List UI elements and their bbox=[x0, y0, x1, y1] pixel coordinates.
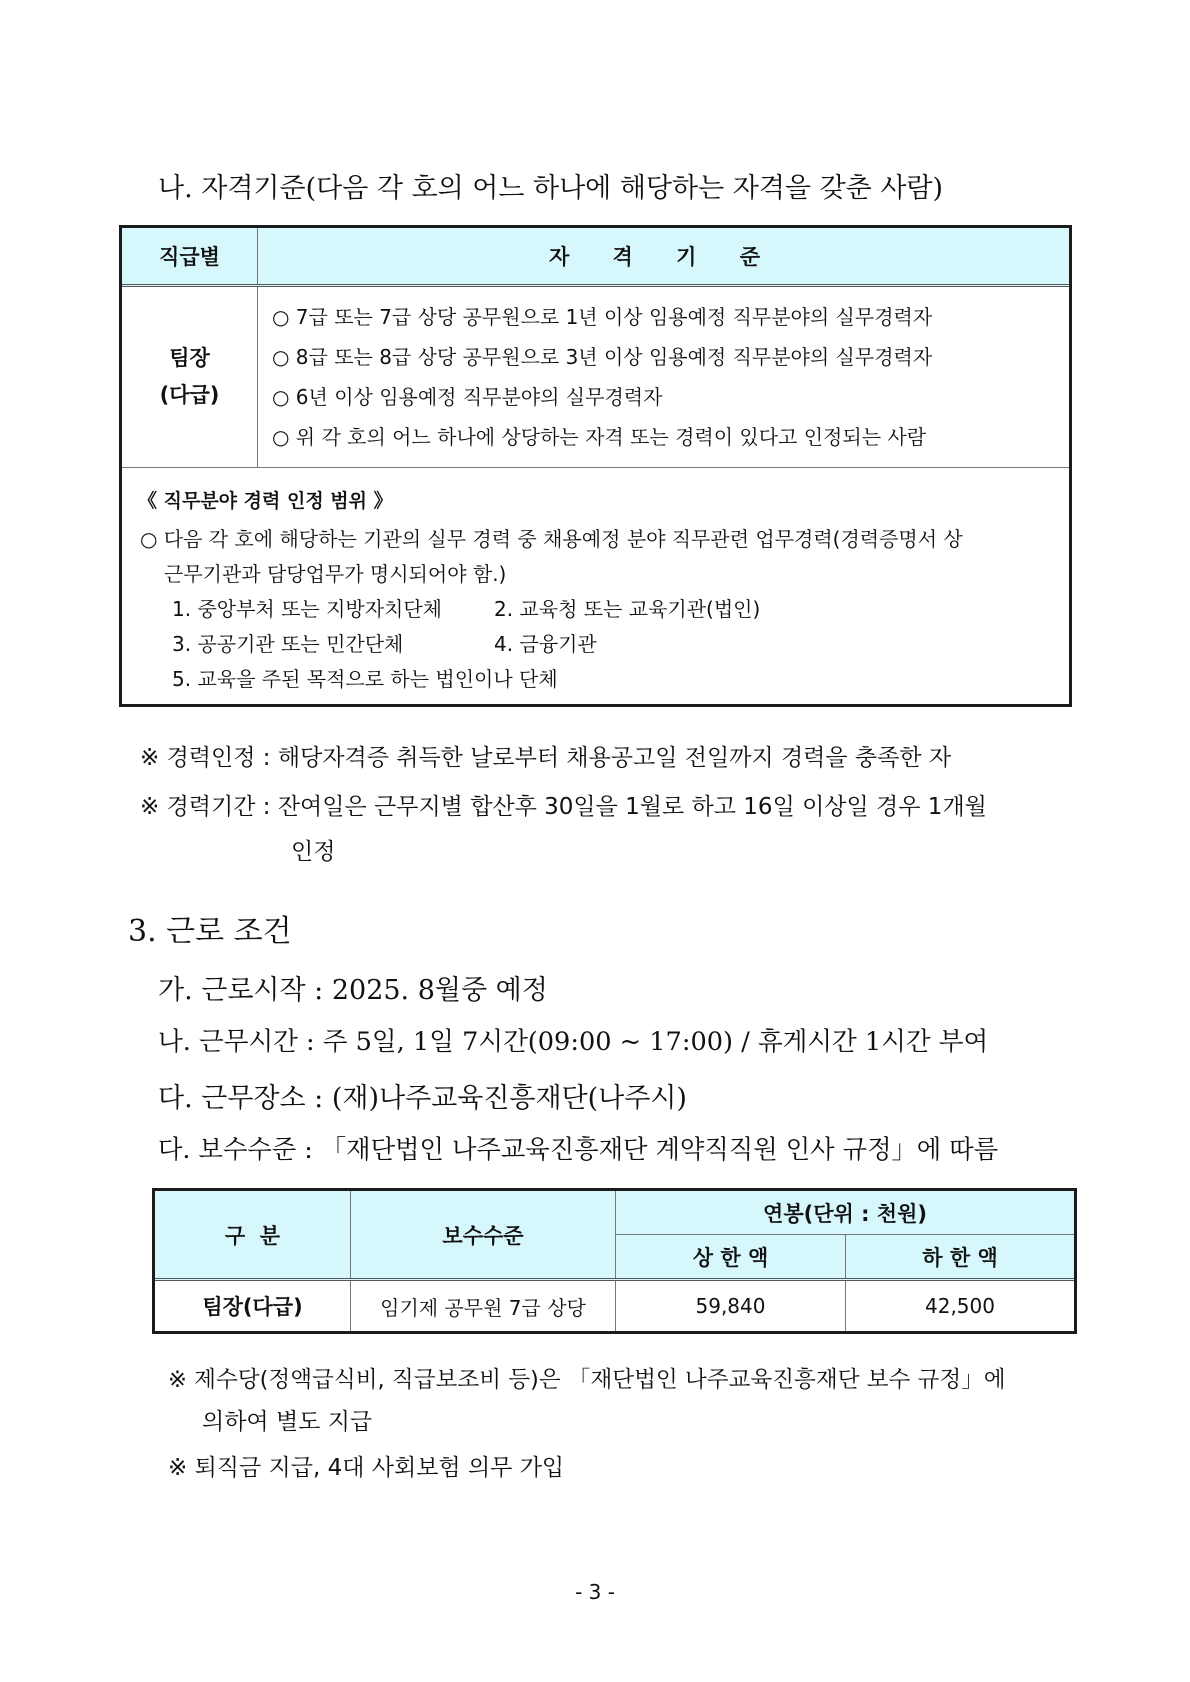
header-category: 구 분 bbox=[155, 1191, 351, 1278]
note-career-recognition: ※ 경력인정 : 해당자격증 취득한 날로부터 채용공고일 전일까지 경력을 충족한 자 bbox=[140, 745, 952, 771]
note-allowances-cont: 의하여 별도 지급 bbox=[202, 1409, 373, 1435]
qualification-table-header bbox=[122, 228, 1069, 287]
row-category: 팀장(다급) bbox=[155, 1281, 351, 1331]
career-scope-item: 5. 교육을 주된 목적으로 하는 법인이나 단체 bbox=[172, 667, 558, 691]
note-severance: ※ 퇴직금 지급, 4대 사회보험 의무 가입 bbox=[168, 1455, 565, 1481]
career-scope-item: 2. 교육청 또는 교육기관(법인) bbox=[494, 597, 761, 621]
section-title-working-conditions: 3. 근로 조건 bbox=[128, 914, 292, 949]
condition-item: 다. 보수수준 : 「재단법인 나주교육진흥재단 계약직직원 인사 규정」에 따름 bbox=[158, 1135, 999, 1164]
career-scope-intro-cont: 근무기관과 담당업무가 명시되어야 함.) bbox=[164, 562, 507, 586]
career-scope-intro: ○ 다음 각 호에 해당하는 기관의 실무 경력 중 채용예정 분야 직무관련 업무경력(경력증명서 상 bbox=[140, 527, 963, 551]
row-salary-level: 임기제 공무원 7급 상당 bbox=[351, 1281, 616, 1331]
criteria-item: ○ 7급 또는 7급 상당 공무원으로 1년 이상 임용예정 직무분야의 실무경력자 bbox=[272, 305, 933, 329]
header-upper-limit: 상 한 액 bbox=[616, 1235, 846, 1278]
career-scope-item: 4. 금융기관 bbox=[494, 632, 597, 656]
grade-title: 팀장 bbox=[169, 346, 210, 370]
career-scope-item: 1. 중앙부처 또는 지방자치단체 bbox=[172, 597, 442, 621]
career-scope-item: 3. 공공기관 또는 민간단체 bbox=[172, 632, 404, 656]
header-salary-level: 보수수준 bbox=[351, 1191, 616, 1278]
career-scope-title: 《 직무분야 경력 인정 범위 》 bbox=[138, 490, 393, 512]
note-career-period-cont: 인정 bbox=[291, 839, 336, 865]
grade-cell bbox=[122, 287, 258, 467]
row-lower-limit: 42,500 bbox=[925, 1294, 995, 1318]
salary-table bbox=[152, 1188, 1077, 1334]
header-lower-limit: 하 한 액 bbox=[922, 1245, 998, 1270]
criteria-item: ○ 위 각 호의 어느 하나에 상당하는 자격 또는 경력이 있다고 인정되는 사람 bbox=[272, 425, 927, 449]
header-grade: 직급별 bbox=[122, 228, 258, 284]
condition-item: 가. 근로시작 : 2025. 8월중 예정 bbox=[158, 975, 548, 1006]
page-number: - 3 - bbox=[575, 1580, 615, 1604]
salary-table-header bbox=[155, 1191, 1074, 1281]
criteria-item: ○ 8급 또는 8급 상당 공무원으로 3년 이상 임용예정 직무분야의 실무경력자 bbox=[272, 345, 933, 369]
qualification-row-team-leader bbox=[122, 287, 1069, 468]
section-title-qualification: 나. 자격기준(다음 각 호의 어느 하나에 해당하는 자격을 갖춘 사람) bbox=[158, 173, 944, 204]
criteria-item: ○ 6년 이상 임용예정 직무분야의 실무경력자 bbox=[272, 385, 663, 409]
header-criteria: 자 격 기 준 bbox=[548, 245, 779, 269]
row-upper-limit: 59,840 bbox=[616, 1281, 846, 1331]
note-career-period: ※ 경력기간 : 잔여일은 근무지별 합산후 30일을 1월로 하고 16일 이상일 경우 1개월 bbox=[140, 794, 987, 820]
qualification-table bbox=[119, 225, 1072, 707]
grade-level: (다급) bbox=[159, 383, 220, 407]
note-allowances: ※ 제수당(정액급식비, 직급보조비 등)은 「재단법인 나주교육진흥재단 보수 규정」에 bbox=[168, 1367, 1006, 1393]
condition-item: 다. 근무장소 : (재)나주교육진흥재단(나주시) bbox=[158, 1083, 687, 1114]
header-annual-salary: 연봉(단위 : 천원) bbox=[616, 1191, 1074, 1235]
condition-item: 나. 근무시간 : 주 5일, 1일 7시간(09:00 ~ 17:00) / 휴게시간 1시간 부여 bbox=[158, 1027, 989, 1057]
